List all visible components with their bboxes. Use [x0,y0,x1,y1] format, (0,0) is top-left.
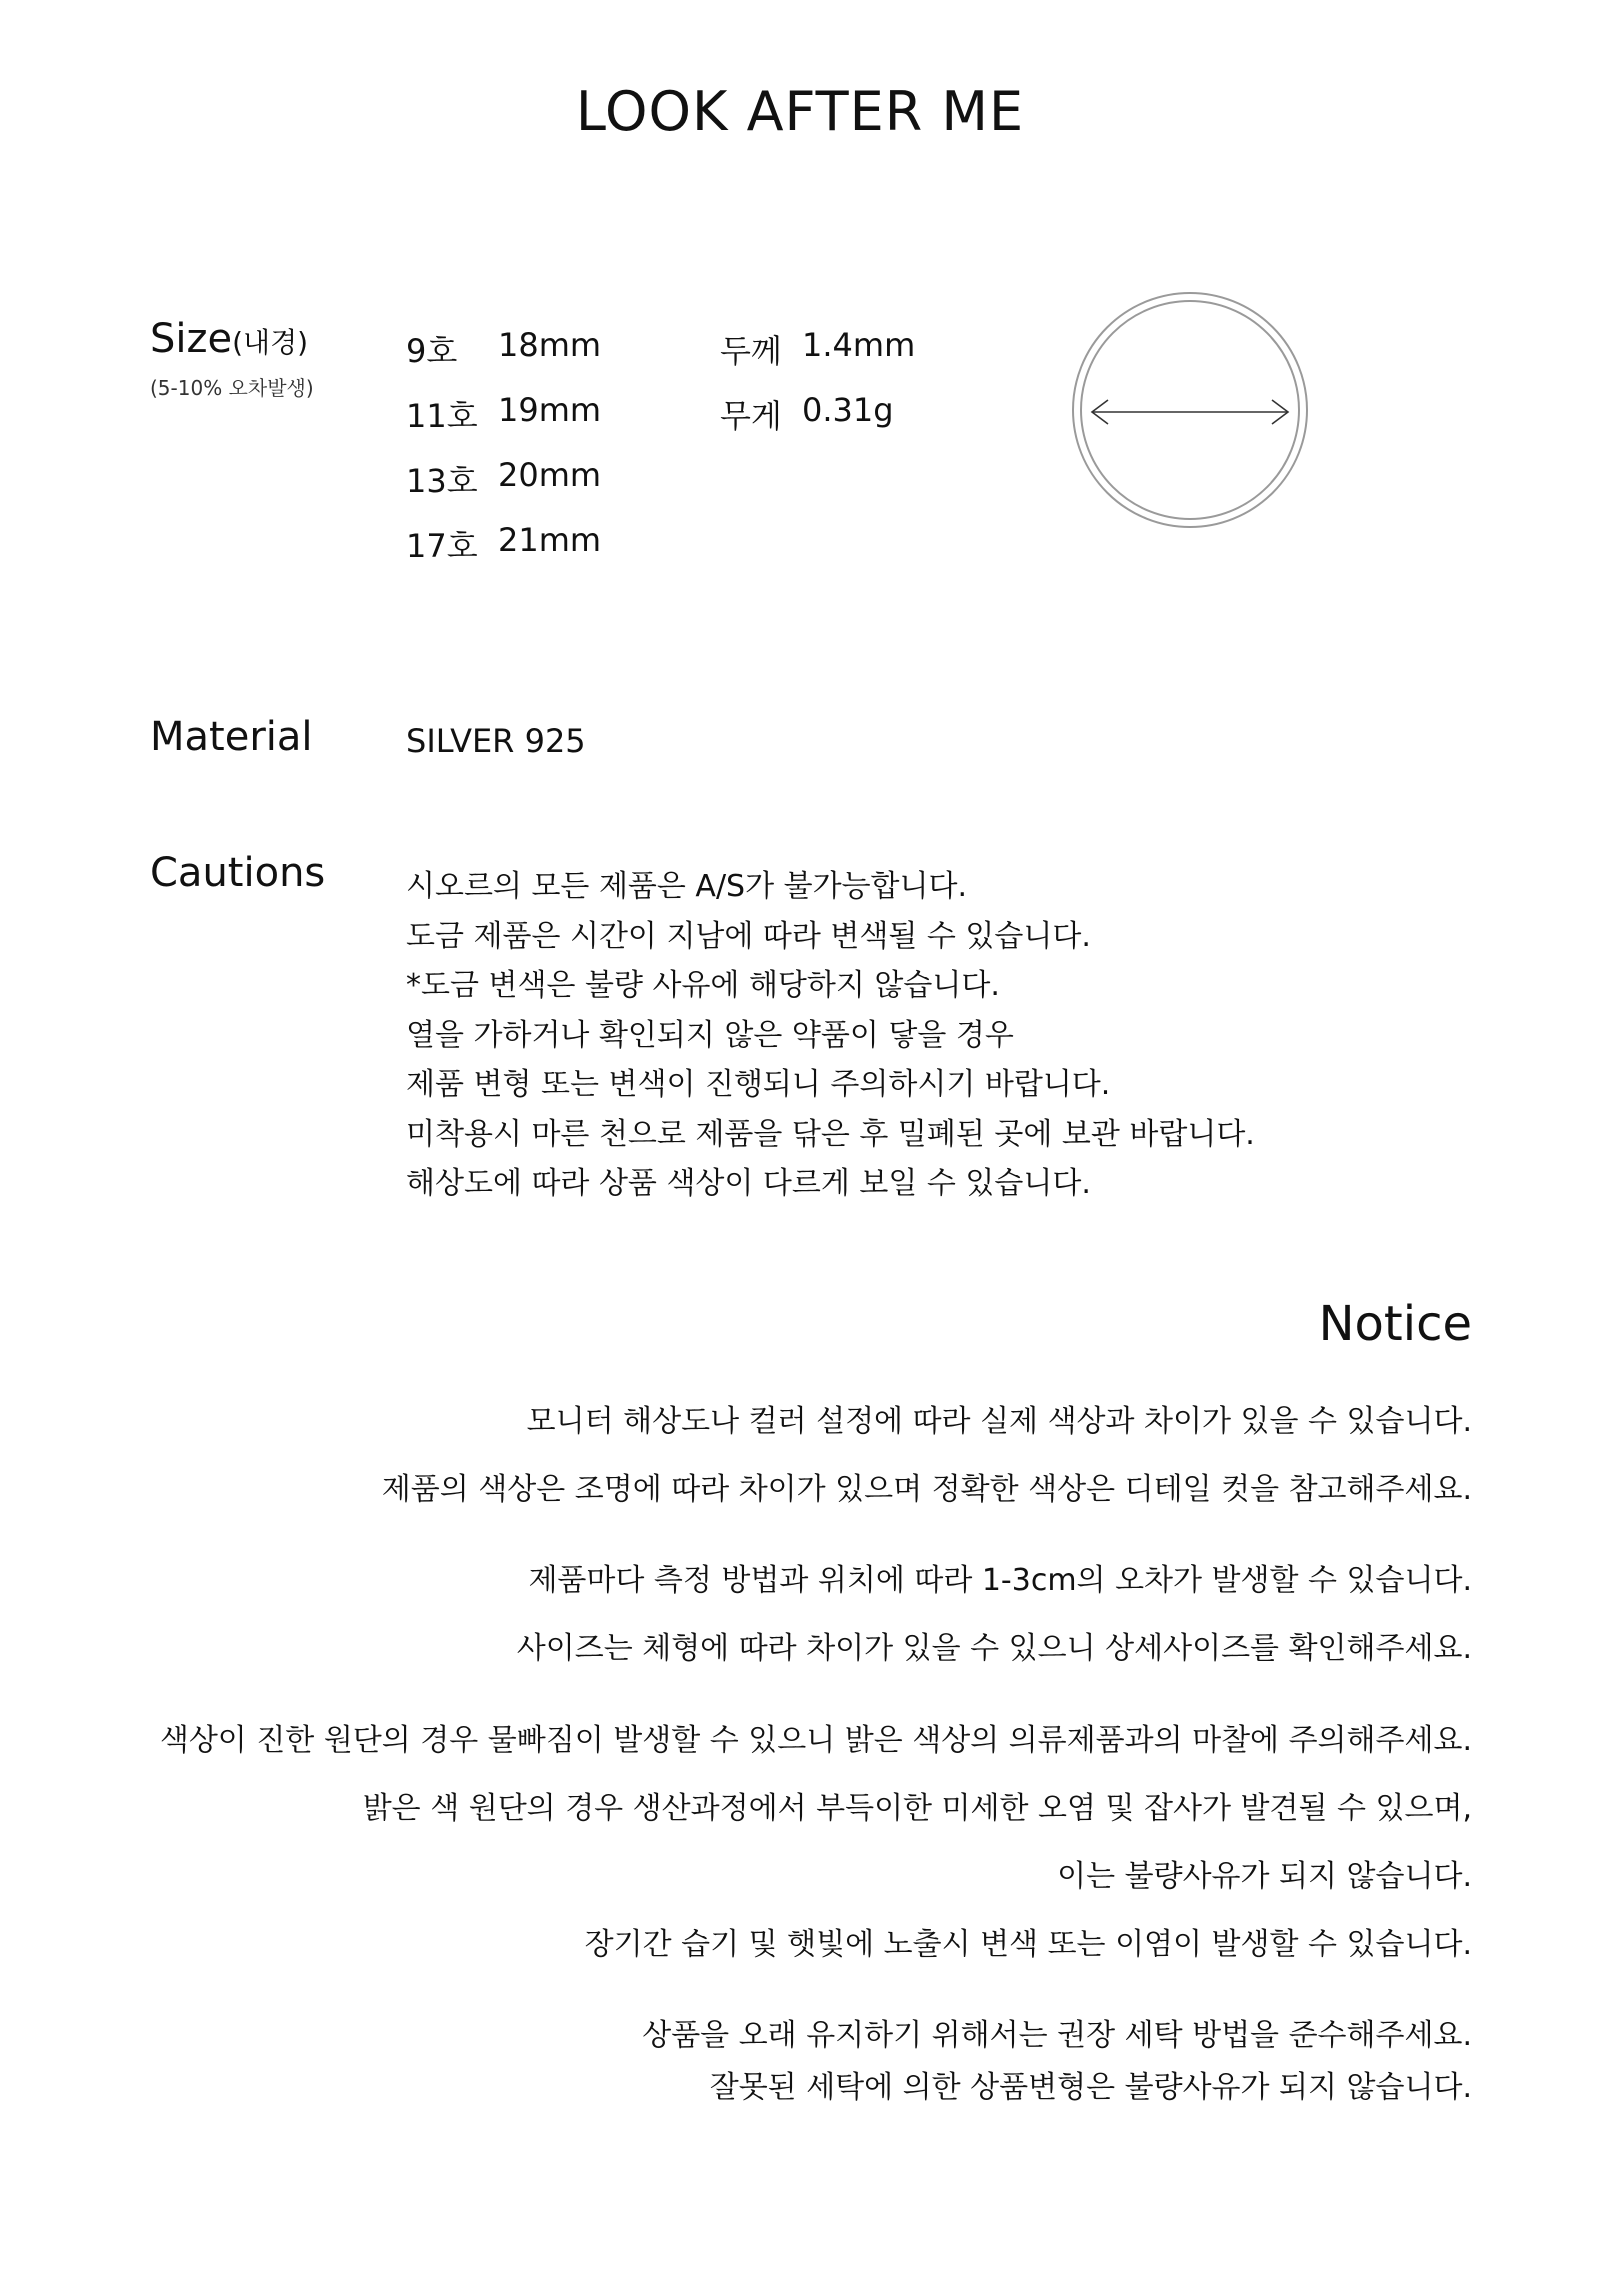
ring-diameter-icon [1070,290,1310,530]
ring-outer-circle [1073,293,1307,527]
notice-line: 잘못된 세탁에 의한 상품변형은 불량사유가 되지 않습니다. [709,2070,1472,2105]
size-row-ho: 11호 [406,397,478,435]
size-row-ho: 17호 [406,527,478,565]
notice-line: 제품마다 측정 방법과 위치에 따라 1-3cm의 오차가 발생할 수 있습니다. [528,1563,1472,1598]
caution-item: 해상도에 따라 상품 색상이 다르게 보일 수 있습니다. [406,1166,1091,1201]
caution-item: *도금 변색은 불량 사유에 해당하지 않습니다. [406,968,1000,1003]
caution-item: 열을 가하거나 확인되지 않은 약품이 닿을 경우 [406,1017,1014,1053]
notice-line: 색상이 진한 원단의 경우 물빠짐이 발생할 수 있으니 밝은 색상의 의류제품과의 마찰에 주의해주세요. [159,1723,1472,1758]
notice-line: 밝은 색 원단의 경우 생산과정에서 부득이한 미세한 오염 및 잡사가 발견될 수 있으며, [362,1791,1472,1826]
weight-value: 0.31g [802,391,894,429]
size-row-mm: 18mm [498,326,602,364]
size-row-mm: 21mm [498,521,602,559]
notice-title: Notice [1318,1296,1472,1352]
thickness-value: 1.4mm [802,326,916,364]
notice-line: 모니터 해상도나 컬러 설정에 따라 실제 색상과 차이가 있을 수 있습니다. [526,1404,1472,1439]
size-row-mm: 20mm [498,456,602,494]
size-row-ho: 13호 [406,462,478,500]
caution-item: 제품 변형 또는 변색이 진행되니 주의하시기 바랍니다. [406,1067,1111,1102]
cautions-label: Cautions [150,850,326,896]
notice-line: 이는 불량사유가 되지 않습니다. [1057,1859,1472,1894]
size-row-mm: 19mm [498,391,602,429]
size-tolerance-note: (5-10% 오차발생) [150,376,314,400]
material-value: SILVER 925 [406,722,586,760]
weight-label: 무게 [720,397,782,435]
size-label: Size [150,316,233,362]
caution-item: 도금 제품은 시간이 지남에 따라 변색될 수 있습니다. [406,918,1091,954]
page-title: LOOK AFTER ME [575,80,1025,143]
size-label-suffix: (내경) [232,326,309,359]
notice-line: 상품을 오래 유지하기 위해서는 권장 세탁 방법을 준수해주세요. [642,2018,1472,2053]
notice-line: 제품의 색상은 조명에 따라 차이가 있으며 정확한 색상은 디테일 컷을 참고해주세요. [381,1472,1472,1507]
ring-inner-circle [1081,301,1299,519]
size-heading [150,316,308,362]
material-label: Material [150,714,313,760]
size-row-ho: 9호 [406,332,458,370]
caution-item: 시오르의 모든 제품은 A/S가 불가능합니다. [406,869,968,904]
notice-line: 장기간 습기 및 햇빛에 노출시 변색 또는 이염이 발생할 수 있습니다. [584,1927,1472,1962]
cautions-list [406,862,1255,1209]
thickness-label: 두께 [720,332,782,370]
notice-line: 사이즈는 체형에 따라 차이가 있을 수 있으니 상세사이즈를 확인해주세요. [516,1631,1472,1666]
caution-item: 미착용시 마른 천으로 제품을 닦은 후 밀폐된 곳에 보관 바랍니다. [406,1116,1255,1152]
